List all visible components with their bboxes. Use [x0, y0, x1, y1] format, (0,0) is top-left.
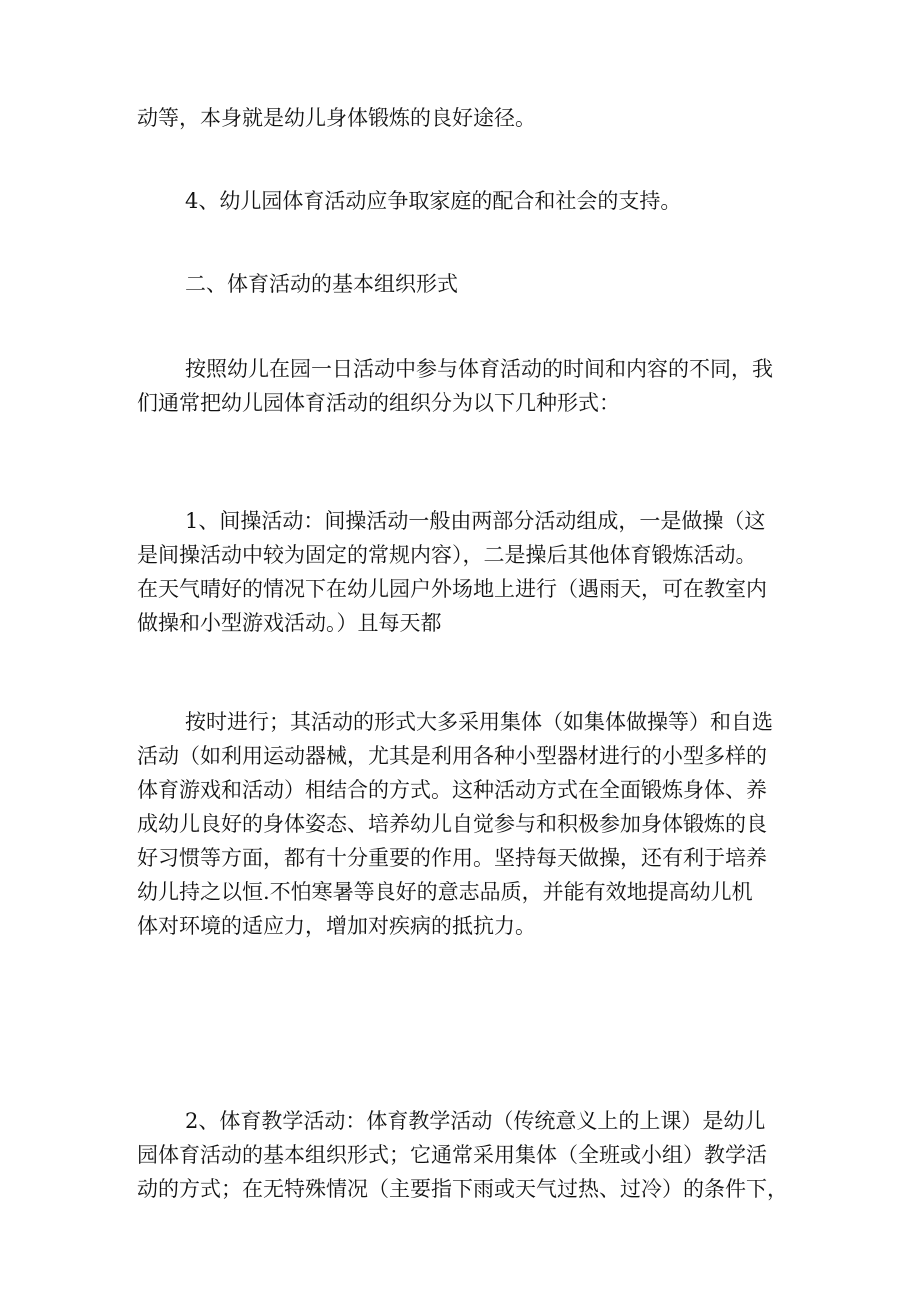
- text-line: 4、幼儿园体育活动应争取家庭的配合和社会的支持。: [185, 189, 682, 213]
- text-line: 动等，本身就是幼儿身体锻炼的良好途径。: [137, 106, 536, 130]
- text-line: 体对环境的适应力，增加对疾病的抵抗力。: [137, 914, 536, 938]
- text-line: 按时进行；其活动的形式大多采用集体（如集体做操等）和自选: [185, 710, 773, 734]
- text-line: 体育游戏和活动）相结合的方式。这种活动方式在全面锻炼身体、养: [137, 778, 767, 802]
- text-line: 按照幼儿在园一日活动中参与体育活动的时间和内容的不同，我: [185, 357, 773, 381]
- text-line: 们通常把幼儿园体育活动的组织分为以下几种形式：: [137, 391, 620, 415]
- text-line: 是间操活动中较为固定的常规内容），二是操后其他体育锻炼活动。: [137, 543, 757, 567]
- text-line: 1、间操活动：间操活动一般由两部分活动组成，一是做操（这: [185, 509, 766, 533]
- text-line: 园体育活动的基本组织形式；它通常采用集体（全班或小组）教学活: [137, 1143, 767, 1167]
- text-line: 成幼儿良好的身体姿态、培养幼儿自觉参与和积极参加身体锻炼的良: [137, 812, 767, 836]
- paragraph-teaching-activity: [137, 1104, 797, 1206]
- text-line: 做操和小型游戏活动。）且每天都: [137, 611, 442, 635]
- text-line: 活动（如利用运动器械，尤其是利用各种小型器材进行的小型多样的: [137, 744, 767, 768]
- paragraph-intro: [137, 352, 797, 420]
- text-line: 2、体育教学活动：体育教学活动（传统意义上的上课）是幼儿: [185, 1109, 766, 1133]
- paragraph-exercise-activity: [137, 504, 797, 640]
- text-line: 动的方式；在无特殊情况（主要指下雨或天气过热、过冷）的条件下，: [137, 1177, 788, 1201]
- paragraph-item-4: [137, 184, 797, 218]
- paragraph-exercise-method: [137, 705, 797, 943]
- text-line: 在天气晴好的情况下在幼儿园户外场地上进行（遇雨天，可在教室内: [137, 577, 767, 601]
- section-heading: [137, 267, 797, 301]
- paragraph-continuation: [137, 101, 797, 135]
- text-line: 好习惯等方面，都有十分重要的作用。坚持每天做操，还有利于培养: [137, 846, 767, 870]
- text-line: 幼儿持之以恒.不怕寒暑等良好的意志品质，并能有效地提高幼儿机: [137, 880, 753, 904]
- heading-line: 二、体育活动的基本组织形式: [185, 272, 458, 296]
